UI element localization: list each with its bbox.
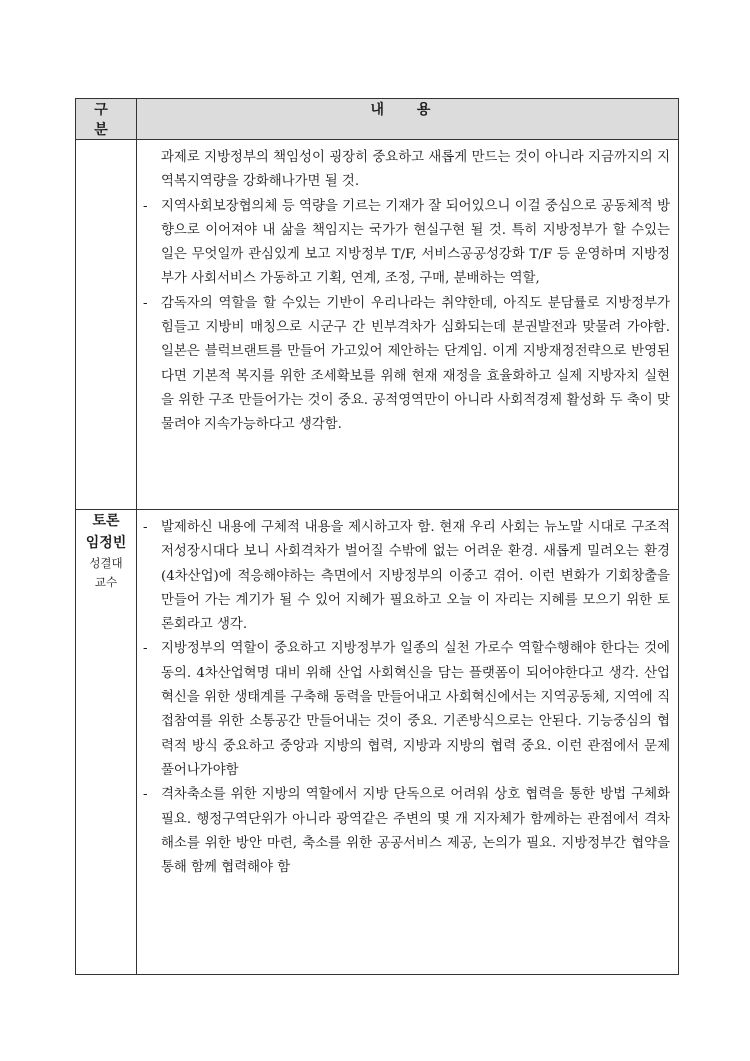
minutes-table	[75, 98, 679, 975]
content-cell	[137, 510, 679, 975]
speaker-cell	[76, 510, 137, 975]
bullet-dash: -	[143, 198, 148, 214]
header-row	[76, 99, 679, 140]
list-item: - 발제하신 내용에 구체적 내용을 제시하고자 함. 현재 우리 사회는 뉴노말 시대로 구조적 저성장시대다 보니 사회격차가 벌어질 수밖에 없는 어려운 환경. 새롭게 밀려오는 환경(4차산업)에 적응해야하는 측면에서 지방정부의 이중고 겪어. 이런 변화가 기회창출을 만들어 가는 계기가 될 수 있어 지혜가 필요하고 오늘 이 자리는 지혜를 모으기 위한 토론회라고 생각.	[143, 516, 670, 637]
continuation-text: 과제로 지방정부의 책임성이 굉장히 중요하고 새롭게 만드는 것이 아니라 지금까지의 지역복지역량을 강화해나가면 될 것.	[161, 150, 670, 190]
speaker-name: 임정빈	[85, 535, 127, 551]
content-cell	[137, 140, 679, 510]
speaker-affiliation: 성결대	[89, 556, 123, 570]
speaker-cell	[76, 140, 137, 510]
bullet-dash: -	[143, 641, 148, 657]
list-item: - 지역사회보장협의체 등 역량을 기르는 기재가 잘 되어있으니 이걸 중심으로 공동체적 방향으로 이어져야 내 삶을 책임지는 국가가 현실구현 될 것. 특히 지방정부가 할 수있는 일은 무엇일까 관심있게 보고 지방정부 T/F, 서비스공공성강화 T/F 등 운영하며 지방정부가 사회서비스 가동하고 기획, 연계, 조정, 구매, 분배하는 역할,	[143, 195, 670, 292]
table-row	[76, 510, 679, 975]
list-item: - 지방정부의 역할이 중요하고 지방정부가 일종의 실천 가로수 역할수행해야 한다는 것에 동의. 4차산업혁명 대비 위해 산업 사회혁신을 담는 플랫폼이 되어야한다고 생각. 산업혁신을 위한 생태계를 구축해 동력을 만들어내고 사회혁신에서는 지역공동체, 지역에 직접참여를 위한 소통공간 만들어내는 것이 중요. 기존방식으로는 안된다. 기능중심의 협력적 방식 중요하고 중앙과 지방의 협력, 지방과 지방의 협력 중요. 이런 관점에서 문제 풀어나가야함	[143, 637, 670, 783]
table-row	[76, 140, 679, 510]
bullet-dash: -	[143, 295, 148, 311]
list-item: - 감독자의 역할을 할 수있는 기반이 우리나라는 취약한데, 아직도 분담률로 지방정부가 힘들고 지방비 매칭으로 시군구 간 빈부격차가 심화되는데 분권발전과 맞물려 가야함. 일본은 블럭브랜트를 만들어 가고있어 제안하는 단계임. 이게 지방재정전략으로 반영된다면 기본적 복지를 위한 조세확보를 위해 현재 재정을 효율화하고 실제 지방자치 실현을 위한 구조 만들어가는 것이 중요. 공적영역만이 아니라 사회적경제 활성화 두 축이 맞물려야 지속가능하다고 생각함.	[143, 292, 670, 438]
header-content: 내 용	[137, 99, 679, 140]
speaker-title: 교수	[94, 575, 118, 589]
bullet-dash: -	[143, 787, 148, 803]
speaker-role: 토론	[92, 513, 120, 529]
list-item: - 격차축소를 위한 지방의 역할에서 지방 단독으로 어려워 상호 협력을 통한 방법 구체화 필요. 행정구역단위가 아니라 광역같은 주변의 몇 개 지자체가 함께하는 관점에서 격차해소를 위한 방안 마련, 축소를 위한 공공서비스 제공, 논의가 필요. 지방정부간 협약을 통해 함께 협력해야 함	[143, 783, 670, 880]
bullet-dash: -	[143, 520, 148, 535]
header-category: 구 분	[76, 99, 137, 140]
